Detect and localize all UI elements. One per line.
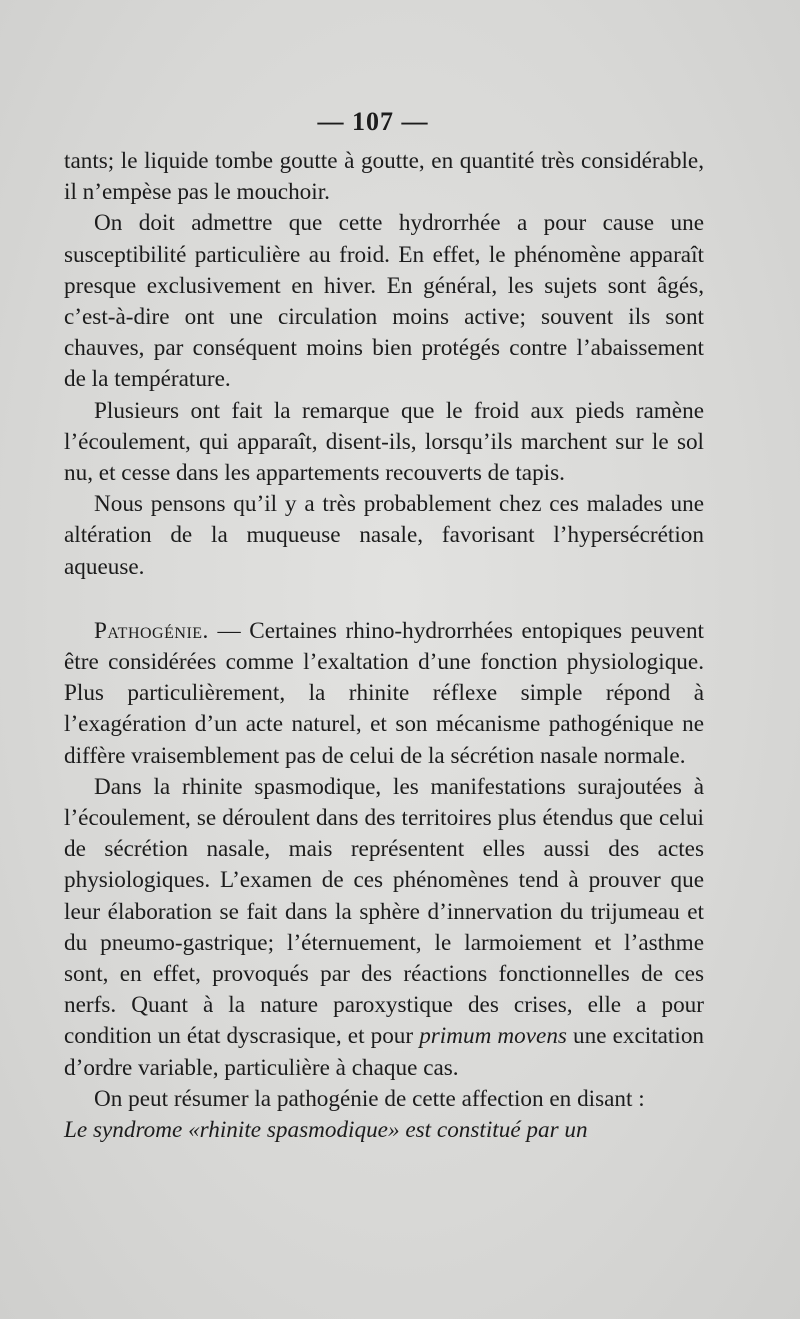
paragraph-spasmodic-text-before: Dans la rhinite spasmodique, les manifestations surajoutées à l’écoulement, se déroulent dans des territoires plus étendus que celui de sécrétion nasale, mais représentent elles aussi des actes physiologiques. L’examen de ces phénomènes tend à prouver que leur élaboration se fait dans la sphère d’innervation du trijumeau et du pneumo-gastrique; l’éternuement, le larmoiement et l’asthme sont, en effet, provoqués par des réactions fonctionnelles de ces nerfs. Quant à la nature paroxystique des crises, elle a pour condition un état dyscrasique, et pour	[64, 773, 704, 1050]
page-body	[64, 146, 704, 1146]
page-number: — 107 —	[317, 107, 429, 136]
paragraph-summary-text: On peut résumer la pathogénie de cette affection en disant :	[94, 1085, 645, 1112]
section-heading-pathogenie: Pathogénie.	[94, 617, 209, 644]
paragraph-cold-feet: Plusieurs ont fait la remarque que le froid aux pieds ramène l’écoulement, qui apparaît, disent-ils, lorsqu’ils marchent sur le sol nu, et cesse dans les appartements recouverts de tapis.	[64, 397, 704, 487]
paragraph-spasmodic-rhinitis	[64, 772, 704, 1084]
paragraph-spasmodic-text-after: une excitation d’ordre variable, particulière à chaque cas.	[64, 1023, 705, 1081]
paragraph-summary	[64, 1084, 704, 1146]
paragraph-hydrorrhea-cause: On doit admettre que cette hydrorrhée a pour cause une susceptibilité particulière au froid. En effet, le phénomène apparaît presque exclusivement en hiver. En général, les sujets sont âgés, c’est-à-dire ont une circulation moins active; souvent ils sont chauves, par conséquent moins bien protégés contre l’abaissement de la température.	[64, 210, 704, 393]
paragraph-continuation: tants; le liquide tombe goutte à goutte, en quantité très considérable, il n’empèse pas le mouchoir.	[64, 148, 704, 206]
paragraph-pathogenie-text: — Certaines rhino-hydrorrhées entopiques peuvent être considérées comme l’exaltation d’une fonction physiologique. Plus particulièrement, la rhinite réflexe simple répond à l’exagération d’un acte naturel, et son mécanisme pathogénique ne diffère vraisemblement pas de celui de la sécrétion nasale normale.	[64, 617, 704, 769]
primum-movens-italic: primum movens	[419, 1023, 567, 1050]
paragraph-mucosa-alteration: Nous pensons qu’il y a très probablement chez ces malades une altération de la muqueuse nasale, favorisant l’hypersécrétion aqueuse.	[64, 491, 704, 580]
syndrome-definition-italic: Le syndrome «rhinite spasmodique» est constitué par un	[64, 1117, 588, 1144]
paragraph-pathogenie	[64, 616, 704, 772]
